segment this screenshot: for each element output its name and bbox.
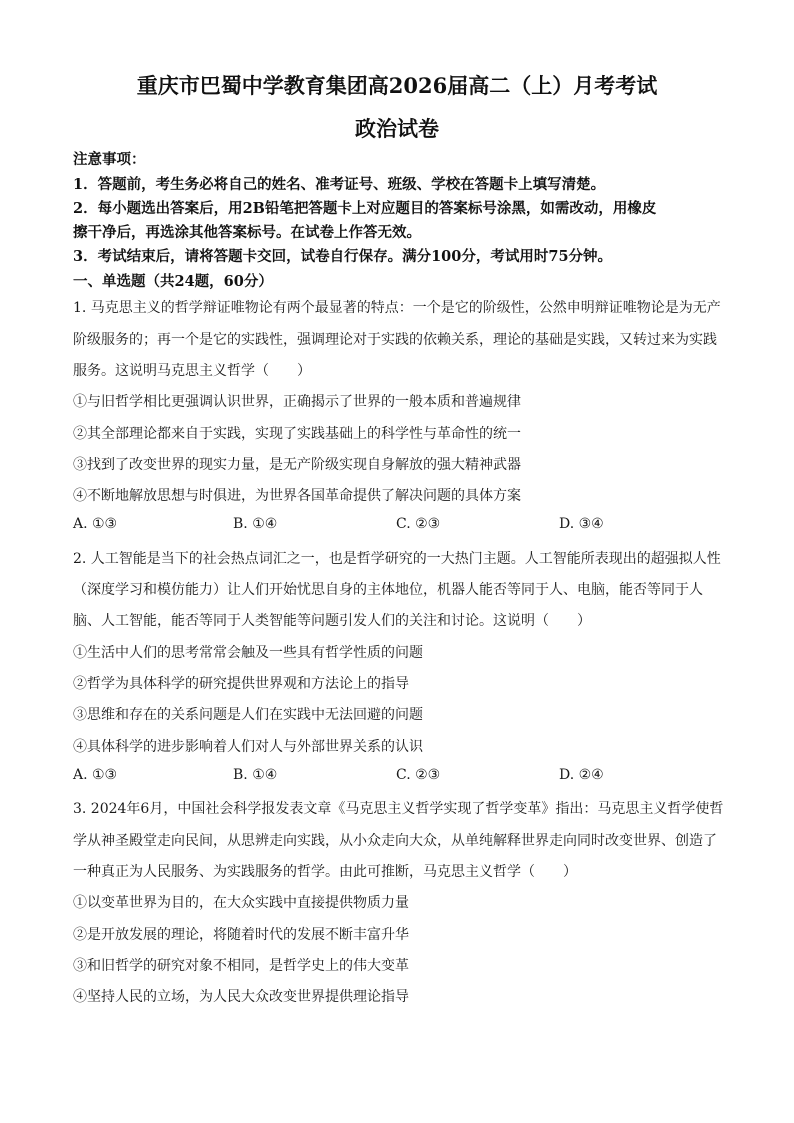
question-2-stem: 2. 人工智能是当下的社会热点词汇之一，也是哲学研究的一大热门主题。人工智能所表现出的超强拟人性 [73, 551, 721, 567]
question-1-stem: 服务。这说明马克思主义哲学（ ） [73, 363, 311, 379]
question-1-statement: ①与旧哲学相比更强调认识世界，正确揭示了世界的一般本质和普遍规律 [73, 394, 521, 410]
question-2-statement: ②哲学为具体科学的研究提供世界观和方法论上的指导 [73, 676, 409, 692]
question-3-statement: ①以变革世界为目的，在大众实践中直接提供物质力量 [73, 895, 409, 911]
question-1-statement: ③找到了改变世界的现实力量，是无产阶级实现自身解放的强大精神武器 [73, 457, 521, 473]
exam-title: 重庆市巴蜀中学教育集团高2026届高二（上）月考考试 [136, 73, 658, 98]
question-3-stem: 3. 2024年6月，中国社会科学报发表文章《马克思主义哲学实现了哲学变革》指出：马克思主义哲学使哲 [73, 801, 724, 817]
notice-heading: 注意事项： [73, 151, 146, 168]
question-2-option-b: B. ①④ [233, 767, 278, 783]
exam-subject: 政治试卷 [355, 116, 439, 141]
question-3-statement: ④坚持人民的立场，为人民大众改变世界提供理论指导 [73, 989, 409, 1005]
question-2-statement: ④具体科学的进步影响着人们对人与外部世界关系的认识 [73, 739, 423, 755]
question-1-statement: ②其全部理论都来自于实践，实现了实践基础上的科学性与革命性的统一 [73, 426, 521, 442]
question-1-statement: ④不断地解放思想与时俱进，为世界各国革命提供了解决问题的具体方案 [73, 488, 521, 504]
notice-item-3: 3．考试结束后，请将答题卡交回，试卷自行保存。满分100分，考试用时75分钟。 [73, 248, 613, 265]
question-3-stem: 学从神圣殿堂走向民间，从思辨走向实践，从小众走向大众，从单纯解释世界走向同时改变世界、创造了 [73, 833, 717, 849]
question-2-statement: ③思维和存在的关系问题是人们在实践中无法回避的问题 [73, 707, 423, 723]
question-1-stem: 1. 马克思主义的哲学辩证唯物论有两个最显著的特点：一个是它的阶级性，公然申明辩证唯物论是为无产 [73, 300, 721, 316]
question-3-statement: ③和旧哲学的研究对象不相同，是哲学史上的伟大变革 [73, 958, 409, 974]
notice-item-2-cont: 擦干净后，再选涂其他答案标号。在试卷上作答无效。 [73, 224, 421, 241]
question-2-option-a: A. ①③ [73, 767, 118, 783]
notice-item-1: 1．答题前，考生务必将自己的姓名、准考证号、班级、学校在答题卡上填写清楚。 [73, 176, 606, 193]
question-1-option-b: B. ①④ [233, 516, 278, 532]
question-2-stem: （深度学习和模仿能力）让人们开始忧思自身的主体地位，机器人能否等同于人、电脑，能否等同于人 [73, 582, 703, 598]
question-2-option-c: C. ②③ [396, 767, 441, 783]
question-2-option-d: D. ②④ [559, 767, 604, 783]
question-3-statement: ②是开放发展的理论，将随着时代的发展不断丰富升华 [73, 927, 409, 943]
question-1-option-c: C. ②③ [396, 516, 441, 532]
question-2-stem: 脑、人工智能，能否等同于人类智能等问题引发人们的关注和讨论。这说明（ ） [73, 613, 591, 629]
section-heading: 一、单选题（共24题，60分） [73, 273, 273, 290]
question-2-statement: ①生活中人们的思考常常会触及一些具有哲学性质的问题 [73, 645, 423, 661]
question-1-option-a: A. ①③ [73, 516, 118, 532]
question-1-option-d: D. ③④ [559, 516, 604, 532]
notice-item-2: 2．每小题选出答案后，用2B铅笔把答题卡上对应题目的答案标号涂黑，如需改动，用橡皮 [73, 200, 657, 217]
question-1-stem: 阶级服务的；再一个是它的实践性，强调理论对于实践的依赖关系，理论的基础是实践，又转过来为实践 [73, 332, 717, 348]
question-3-stem: 一种真正为人民服务、为实践服务的哲学。由此可推断，马克思主义哲学（ ） [73, 864, 577, 880]
